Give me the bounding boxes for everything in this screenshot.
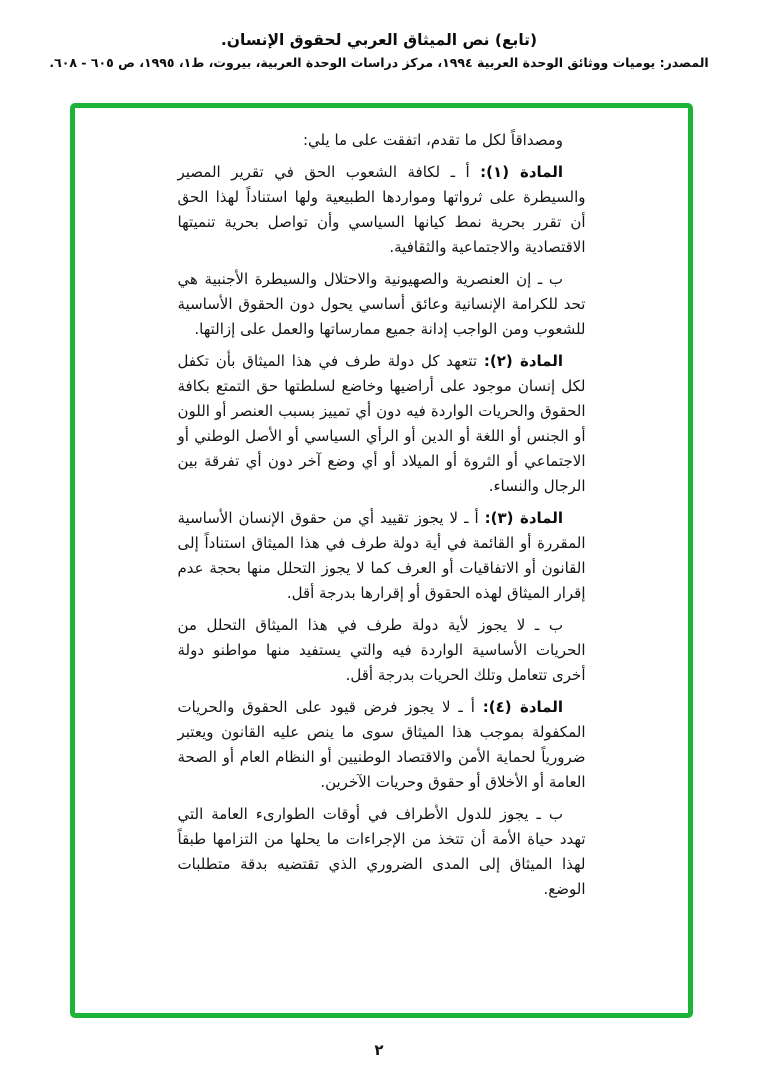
paragraph-text: تتعهد كل دولة طرف في هذا الميثاق بأن تكفل لكل إنسان موجود على أراضيها وخاضع لسلطتها حق التمتع بكافة الحقوق والحريات الواردة فيه دون أي تمييز بسبب العنصر أو اللون أو الجنس أو اللغة أو الدين أو الرأي السياسي أو الأصل الوطني أو الاجتماعي أو الثروة أو الميلاد أو أي وضع آخر دون أي تفرقة بين الرجال والنساء.: [177, 352, 586, 495]
page-number: ٢: [374, 1041, 384, 1059]
paragraph-article-3a: [178, 506, 586, 606]
charter-text-column: [178, 128, 586, 902]
paragraph-preamble: [178, 128, 586, 153]
paragraph-article-1b: [178, 267, 586, 342]
paragraph-text: ب ـ يجوز للدول الأطراف في أوقات الطوارىء العامة التي تهدد حياة الأمة أن تتخذ من الإجراءات ما يحلها من التزامها طبقاً لهذا الميثاق إلى المدى الضروري الذي تقتضيه بدقة متطلبات الوضع.: [177, 805, 586, 898]
paragraph-text: ب ـ إن العنصرية والصهيونية والاحتلال والسيطرة الأجنبية هي تحد للكرامة الإنسانية وعائق أساسي يحول دون الحقوق الأساسية للشعوب ومن الواجب إدانة جميع ممارساتها والعمل على إزالتها.: [177, 270, 586, 338]
document-source-line: المصدر: يوميات ووثائق الوحدة العربية ١٩٩٤، مركز دراسات الوحدة العربية، بيروت، ط١، ١٩٩٥، ص ٦٠٥ - ٦٠٨.: [49, 55, 709, 71]
paragraph-article-1a: [178, 160, 586, 260]
paragraph-text: ب ـ لا يجوز لأية دولة طرف في هذا الميثاق التحلل من الحريات الأساسية الواردة فيه والتي يستفيد منها مواطنو دولة أخرى تتعامل وتلك الحريات بدرجة أقل.: [177, 616, 586, 684]
paragraph-article-3b: [178, 613, 586, 688]
article-label: المادة (٤):: [482, 698, 563, 716]
article-label: المادة (١):: [480, 163, 564, 181]
page-footer: [0, 1040, 758, 1059]
article-label: المادة (٢):: [483, 352, 564, 370]
paragraph-article-4b: [178, 802, 586, 902]
article-label: المادة (٣):: [484, 509, 563, 527]
page-header: [0, 30, 758, 71]
paragraph-text: أ ـ لكافة الشعوب الحق في تقرير المصير والسيطرة على ثرواتها ومواردها الطبيعية ولها استناداً لهذا الحق أن تقرر بحرية نمط كيانها السياسي وأن تواصل بحرية تنميتها الاقتصادية والاجتماعية والثقافية.: [177, 163, 586, 256]
charter-green-box: [70, 103, 693, 1018]
paragraph-article-2: [178, 349, 586, 499]
document-title: (تابع) نص الميثاق العربي لحقوق الإنسان.: [220, 31, 538, 49]
paragraph-text: أ ـ لا يجوز فرض قيود على الحقوق والحريات المكفولة بموجب هذا الميثاق سوى ما ينص عليه القانون ويعتبر ضرورياً لحماية الأمن والاقتصاد الوطنيين أو النظام العام أو الصحة العامة أو الأخلاق أو حقوق وحريات الآخرين.: [177, 698, 586, 791]
paragraph-text: ومصداقاً لكل ما تقدم، اتفقت على ما يلي:: [303, 131, 563, 149]
paragraph-article-4a: [178, 695, 586, 795]
paragraph-text: أ ـ لا يجوز تقييد أي من حقوق الإنسان الأساسية المقررة أو القائمة في أية دولة طرف في هذا الميثاق استناداً إلى القانون أو الاتفاقيات أو العرف كما لا يجوز التحلل منها بحجة عدم إقرار الميثاق لهذه الحقوق أو إقرارها بدرجة أقل.: [177, 509, 586, 602]
